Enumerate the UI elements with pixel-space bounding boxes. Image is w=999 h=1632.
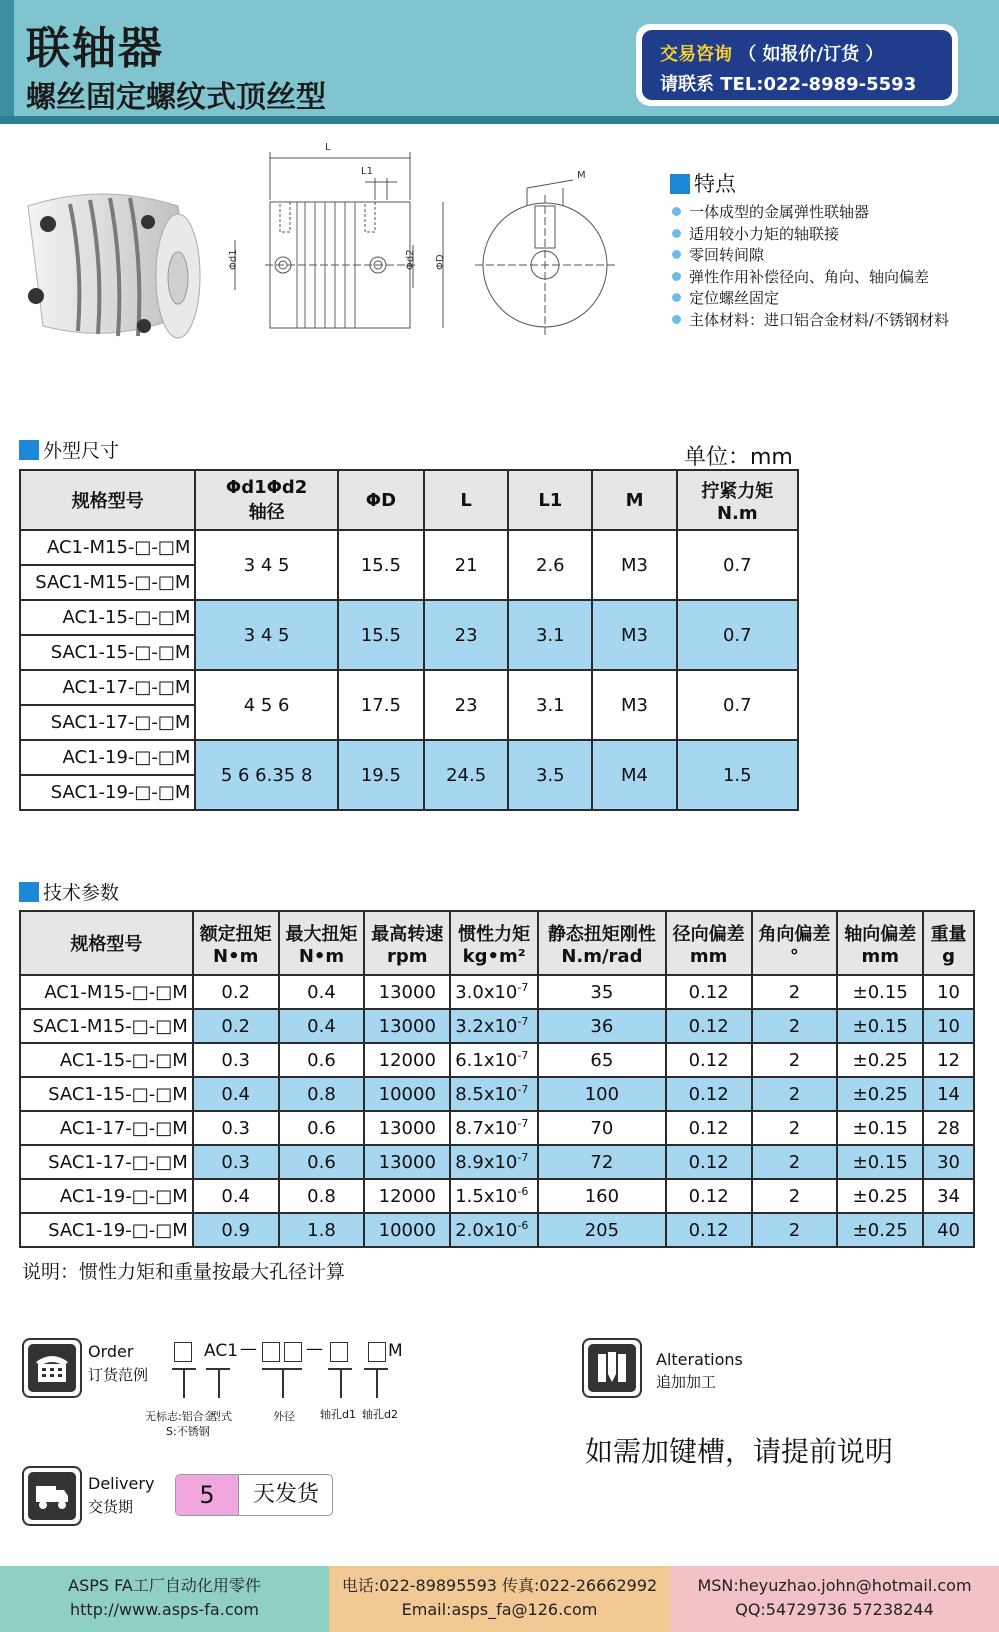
tech-cell: 2 [752,975,838,1009]
order-desc-od: 外径 [273,1410,295,1423]
tech-cell-model: SAC1-19-□-□M [20,1213,193,1247]
delivery-label-en: Delivery [88,1474,155,1493]
table-row: AC1-17-□-□M 4 5 6 17.5 23 3.1 M3 0.7 [20,670,798,705]
tech-cell: ±0.25 [837,1213,923,1247]
tech-cell: ±0.25 [837,1179,923,1213]
tech-table [19,910,975,1248]
order-code-m: M [388,1341,403,1361]
tech-cell-inertia: $8.7x10^{-7}$ [450,1111,538,1145]
tech-cell: 10 [923,1009,974,1043]
order-desc-d1: 轴孔d1 [320,1408,356,1421]
table-row [20,1009,974,1043]
order-desc-material: 无标志:铝合金 [145,1410,215,1423]
phone-icon [22,1338,82,1398]
feature-item: 定位螺丝固定 [672,288,949,310]
feature-item: 一体成型的金属弹性联轴器 [672,202,949,224]
footer-email-link[interactable]: Email:asps_fa@126.com [401,1600,598,1619]
dim-M: M [577,170,586,181]
delivery-days-badge [175,1474,333,1516]
tech-cell: 65 [538,1043,666,1077]
delivery-days-number: 5 [176,1475,238,1515]
feature-item: 适用较小力矩的轴联接 [672,224,949,246]
table-row [20,975,974,1009]
feature-item: 弹性作用补偿径向、角向、轴向偏差 [672,267,949,289]
feature-item: 主体材料：进口铝合金材料/不锈钢材料 [672,310,949,332]
tech-cell: 10000 [364,1077,450,1111]
tech-cell-model: AC1-M15-□-□M [20,975,193,1009]
footer-messenger: MSN:heyuzhao.john@hotmail.com QQ:54729736 57238244 [670,1566,999,1632]
tech-cell: 10 [923,975,974,1009]
header-torque: 拧紧力矩 N.m [677,470,798,530]
tech-cell: 0.4 [279,975,365,1009]
tech-cell-model: SAC1-17-□-□M [20,1145,193,1179]
tech-cell-model: AC1-17-□-□M [20,1111,193,1145]
tech-cell: 2 [752,1009,838,1043]
table-row [20,1213,974,1247]
tech-cell: 70 [538,1111,666,1145]
tech-cell: 35 [538,975,666,1009]
order-desc-d2: 轴孔d2 [362,1408,398,1421]
header-accent-bar [0,0,14,124]
tech-cell: 0.8 [279,1179,365,1213]
drill-icon [582,1338,642,1398]
dim-D: ΦD [435,254,446,270]
table-row: AC1-19-□-□M 5 6 6.35 8 19.5 24.5 3.5 M4 1.5 [20,740,798,775]
dim-L: L [325,142,331,153]
tech-cell: ±0.15 [837,1009,923,1043]
alterations-label-en: Alterations [656,1350,743,1369]
order-label-en: Order [88,1342,134,1361]
tech-cell: 0.4 [193,1077,279,1111]
tech-cell: 0.12 [666,1009,752,1043]
tech-cell: 0.12 [666,975,752,1009]
tech-cell: 14 [923,1077,974,1111]
tech-cell: 13000 [364,975,450,1009]
tech-cell: ±0.25 [837,1043,923,1077]
dim-L1: L1 [361,166,373,177]
header-bore: Φd1Φd2 轴径 [195,470,337,530]
tech-cell: ±0.15 [837,1145,923,1179]
tech-cell-inertia: $2.0x10^{-6}$ [450,1213,538,1247]
tech-cell: 34 [923,1179,974,1213]
tech-cell: 0.4 [279,1009,365,1043]
table-row [20,1179,974,1213]
tech-cell-model: SAC1-15-□-□M [20,1077,193,1111]
tech-cell: 0.9 [193,1213,279,1247]
tech-cell: 2 [752,1043,838,1077]
header-bottom-line [0,116,999,124]
order-box-material [174,1342,192,1362]
tech-cell: 0.12 [666,1077,752,1111]
tech-cell: 2 [752,1179,838,1213]
unit-label: 单位：mm [684,445,793,470]
table-row: SAC1-15-□-□M [20,635,798,670]
tech-cell: 0.12 [666,1179,752,1213]
page-title: 联轴器 [26,23,164,74]
footer-company: ASPS FA工厂自动化用零件 http://www.asps-fa.com [0,1566,329,1632]
tech-cell: 0.12 [666,1213,752,1247]
dimensions-section-title: 外型尺寸 [19,436,119,463]
contact-label: 交易咨询 [660,44,732,65]
technical-drawing [225,140,635,365]
page-subtitle: 螺丝固定螺纹式顶丝型 [26,80,326,115]
alterations-label-cn: 追加加工 [656,1373,717,1391]
tech-cell: ±0.15 [837,975,923,1009]
tech-cell: 100 [538,1077,666,1111]
tech-header-cell: 最高转速 rpm [364,911,450,975]
table-row: SAC1-17-□-□M [20,705,798,740]
table-row: SAC1-M15-□-□M [20,565,798,600]
table-row: AC1-15-□-□M 3 4 5 15.5 23 3.1 M3 0.7 [20,600,798,635]
coupling-photo [8,186,208,356]
tech-cell-inertia: $8.9x10^{-7}$ [450,1145,538,1179]
table-row [20,1145,974,1179]
tech-cell-inertia: $3.0x10^{-7}$ [450,975,538,1009]
tech-cell: 13000 [364,1145,450,1179]
tech-header-cell: 径向偏差 mm [666,911,752,975]
footer-website-link[interactable]: http://www.asps-fa.com [70,1600,259,1619]
tech-cell: 0.6 [279,1111,365,1145]
dim-d2: Φd2 [405,249,416,270]
delivery-label-cn: 交货期 [88,1498,134,1516]
footer [0,1566,999,1632]
tech-cell: 30 [923,1145,974,1179]
tech-cell: 2 [752,1111,838,1145]
tech-cell: 40 [923,1213,974,1247]
tech-cell: 2 [752,1077,838,1111]
order-box-d1 [330,1342,348,1362]
tech-cell: 0.3 [193,1145,279,1179]
square-bullet-icon [19,882,39,902]
tech-cell: 28 [923,1111,974,1145]
tech-cell: 0.12 [666,1043,752,1077]
features-list [672,202,949,331]
table-row [20,1043,974,1077]
table-row [20,1111,974,1145]
order-dash: — [240,1339,257,1359]
tech-cell: 0.12 [666,1145,752,1179]
features-title: 特点 [670,168,736,198]
tech-cell: 205 [538,1213,666,1247]
tech-cell: 0.3 [193,1111,279,1145]
tech-cell: 160 [538,1179,666,1213]
tech-cell: 0.2 [193,1009,279,1043]
tech-cell-model: AC1-19-□-□M [20,1179,193,1213]
footnote: 说明：惯性力矩和重量按最大孔径计算 [22,1261,346,1283]
tech-cell-inertia: $6.1x10^{-7}$ [450,1043,538,1077]
tech-cell: 13000 [364,1111,450,1145]
tech-cell: 12000 [364,1043,450,1077]
contact-sub: （ 如报价/订货 ） [738,44,884,65]
table-row: SAC1-19-□-□M [20,775,798,810]
dim-d1: Φd1 [228,249,239,270]
order-desc-material2: S:不锈钢 [166,1425,210,1438]
order-desc-type: 型式 [210,1410,232,1423]
tech-cell-inertia: $1.5x10^{-6}$ [450,1179,538,1213]
tech-cell-model: SAC1-M15-□-□M [20,1009,193,1043]
tech-header-cell: 规格型号 [20,911,193,975]
tech-cell: 0.6 [279,1043,365,1077]
tech-cell: 2 [752,1145,838,1179]
tech-cell: 0.3 [193,1043,279,1077]
tech-cell: 0.12 [666,1111,752,1145]
tech-cell-inertia: $3.2x10^{-7}$ [450,1009,538,1043]
header-M: M [592,470,676,530]
order-box-od2 [284,1342,302,1362]
order-label-cn: 订货范例 [88,1366,149,1384]
tech-header-cell: 角向偏差 ° [752,911,838,975]
tech-header-cell: 静态扭矩刚性 N.m/rad [538,911,666,975]
tech-cell: 13000 [364,1009,450,1043]
tech-cell: ±0.25 [837,1077,923,1111]
dimensions-table [19,469,799,811]
tech-header-cell: 最大扭矩 N•m [279,911,365,975]
tech-cell: 0.8 [279,1077,365,1111]
tech-cell: 36 [538,1009,666,1043]
tech-cell: 2 [752,1213,838,1247]
tech-header-cell: 轴向偏差 mm [837,911,923,975]
tech-cell: 0.6 [279,1145,365,1179]
tech-cell: 0.4 [193,1179,279,1213]
tech-cell-inertia: $8.5x10^{-7}$ [450,1077,538,1111]
tech-header-cell: 重量 g [923,911,974,975]
footer-phone: 电话:022-89895593 传真:022-26662992 Email:asps_fa@126.com [329,1566,670,1632]
header-model: 规格型号 [20,470,195,530]
tech-header-cell: 额定扭矩 N•m [193,911,279,975]
contact-badge [636,24,958,106]
tech-cell: 12000 [364,1179,450,1213]
feature-item: 零回转间隙 [672,245,949,267]
order-box-od1 [262,1342,280,1362]
tech-cell: 0.2 [193,975,279,1009]
table-row: AC1-M15-□-□M 3 4 5 15.5 21 2.6 M3 0.7 [20,530,798,565]
square-bullet-icon [19,440,39,460]
square-bullet-icon [670,174,690,194]
tech-cell: ±0.15 [837,1111,923,1145]
delivery-days-text: 天发货 [238,1475,333,1515]
order-dash: — [306,1339,323,1359]
order-code-ac1: AC1 [204,1341,239,1361]
tech-cell: 1.8 [279,1213,365,1247]
truck-icon [22,1466,82,1526]
tech-cell: 72 [538,1145,666,1179]
contact-phone: 请联系 TEL:022-8989-5593 [660,74,917,95]
tech-cell: 12 [923,1043,974,1077]
table-row [20,1077,974,1111]
tech-cell: 10000 [364,1213,450,1247]
header-L: L [424,470,508,530]
alterations-note: 如需加键槽，请提前说明 [585,1435,894,1468]
header-D: ΦD [338,470,424,530]
tech-header-cell: 惯性力矩 kg•m² [450,911,538,975]
tech-cell-model: AC1-15-□-□M [20,1043,193,1077]
header-L1: L1 [508,470,592,530]
order-box-d2 [368,1342,386,1362]
tech-section-title: 技术参数 [19,878,119,905]
